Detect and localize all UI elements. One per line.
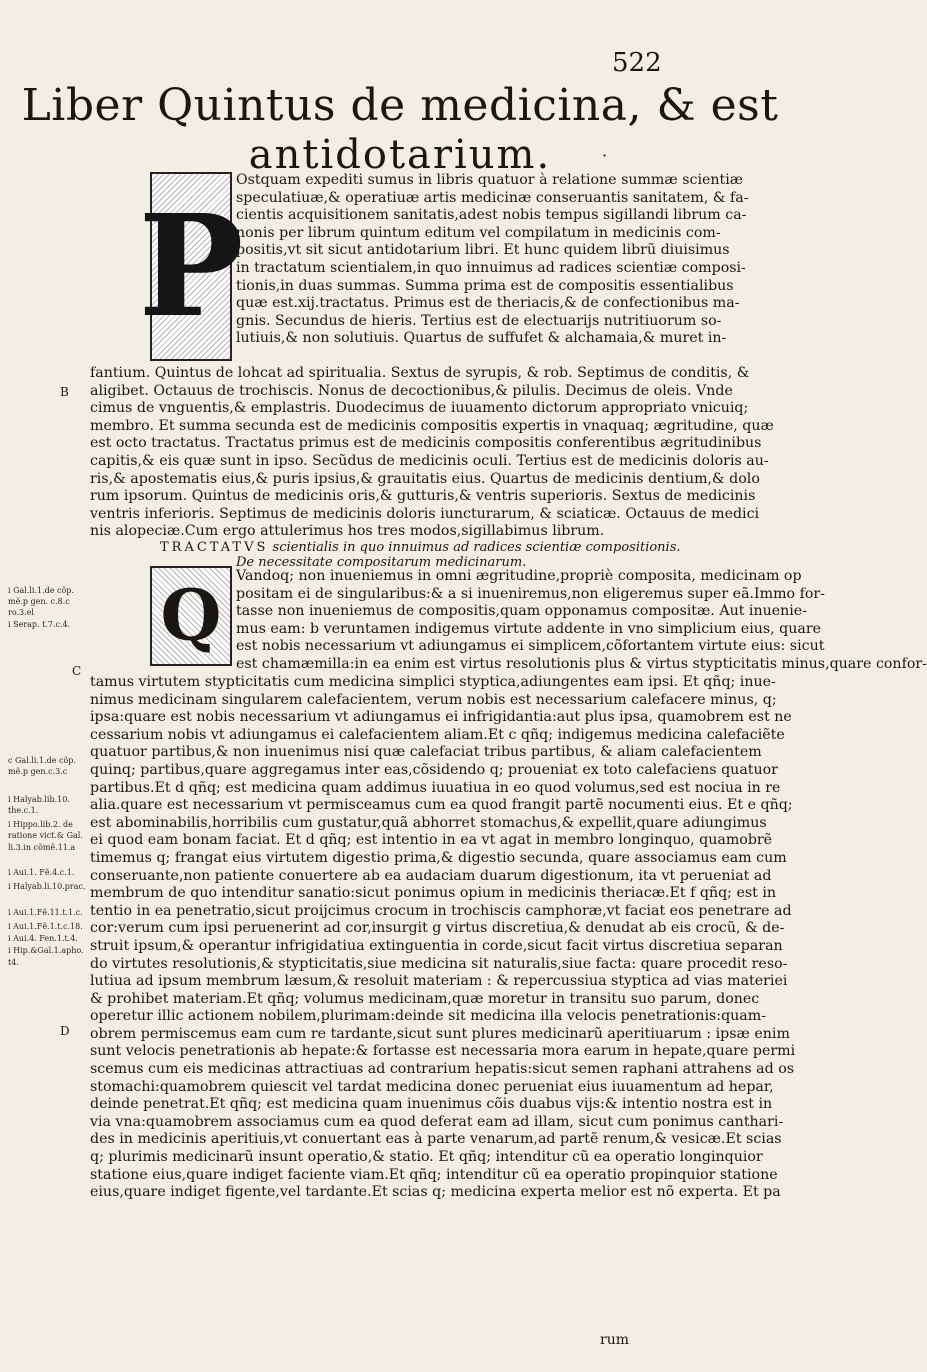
text-line: sunt velocis penetrationis ab hepate:& fortasse est necessaria mora earum in hepate,quare permi [90, 1043, 796, 1060]
initial-letter: Q [160, 574, 222, 657]
margin-note: ro.3.el [8, 608, 34, 617]
text-line: nonis per librum quintum editum vel compilatum in medicinis com- [236, 224, 721, 241]
text-line: tentio in ea penetratio,sicut proijcimus crocum in trochiscis camphoræ,vt faciat eos penetrare ad [90, 902, 792, 919]
text-line: tamus virtutem stypticitatis cum medicina simplici styptica,adiungentes eam ipsi. Et qñq; inue- [90, 674, 776, 690]
text-line: conseruante,non patiente conuertere ab ea audaciam duarum digestionum, ita vt perueniat ad [90, 867, 772, 884]
text-line: rum ipsorum. Quintus de medicinis oris,& gutturis,& ventris superioris. Sextus de medicinis [90, 488, 756, 505]
folio-number: 522 [612, 48, 662, 78]
text-line: ipsa:quare est nobis necessarium vt adiungamus ei infrigidantia:aut plus ipsa, quamobrem est ne [90, 709, 792, 726]
text-line: cessarium nobis vt adiungamus ei calefacientem aliam.Et c qñq; indigemus medicina calefaciẽte [90, 726, 785, 743]
section-marker-c: C [72, 664, 82, 678]
text-line: positam ei de singularibus:& a si inueniremus,non eligeremus super eã.Immo for- [236, 585, 825, 602]
text-line: nimus medicinam singularem calefacientem, verum nobis est necessarium calefacere minus, q; [90, 691, 777, 708]
margin-note: c Gal.li.1.de cõp. [8, 756, 76, 765]
margin-note: i Aui.1.Fẽ.11.t.1.c. [8, 908, 83, 917]
section-marker-d: D [60, 1024, 70, 1038]
text-line: ei quod eam bonam faciat. Et d qñq; est intentio in ea vt agat in membro longinquo, quamobrẽ [90, 832, 773, 849]
text-line: tasse non inueniemus de compositis,quam opponamus compositæ. Aut inuenie- [236, 603, 807, 620]
text-line: partibus.Et d qñq; est medicina quam addimus iuuatiua in eo quod volumus,sed est nociua in re [90, 779, 781, 796]
text-line: gnis. Secundus de hieris. Tertius est de electuarijs nutritiuorum so- [236, 312, 722, 329]
text-line: alia.quare est necessarium vt permisceamus cum ea quod frangit partẽ nocumenti eius. Et e qñq; [90, 797, 793, 814]
section-marker-b: B [60, 385, 69, 399]
text-line: tionis,in duas summas. Summa prima est de compositis essentialibus [236, 277, 734, 294]
text-line: & prohibet materiam.Et qñq; volumus medicinam,quæ moretur in transitu suo parum, donec [90, 990, 760, 1007]
text-line: est abominabilis,horribilis cum gustatur,quã abhorret stomachus,& expellit,quare adiungimus [90, 814, 767, 831]
text-line: obrem permiscemus eam cum re tardante,sicut sunt plures medicinarũ aperitiuarum : ipsæ enim [90, 1025, 790, 1042]
text-line: statione eius,quare indiget faciente viam.Et qñq; intenditur cũ ea operatio propinquior statione [90, 1166, 778, 1183]
margin-note: i Serap. t.7.c.4. [8, 620, 71, 629]
text-line: ventris inferioris. Septimus de medicinis doloris iuncturarum, & sciaticæ. Octauus de medici [90, 505, 760, 522]
margin-note: i Hippo.lib.2. de [8, 820, 73, 829]
text-line: quatuor partibus,& non inuenimus nisi quæ calefaciat tribus partibus, & aliam calefacientem [90, 744, 762, 761]
text-line: deinde penetrat.Et qñq; est medicina quam inuenimus cõis duabus vijs:& intentio nostra est in [90, 1096, 773, 1113]
text-line: stomachi:quamobrem quiescit vel tardat medicina donec perueniat eius iuuamentum ad hepar, [90, 1078, 774, 1095]
text-line: membrum de quo intenditur sanatio:sicut ponimus opium in medicinis theriacæ.Et f qñq; est in [90, 885, 777, 902]
chapter-opening [236, 568, 927, 674]
text-line: mus eam: b veruntamen indigemus virtute addente in vno simplicium eius, quare [236, 620, 822, 637]
text-line: est octo tractatus. Tractatus primus est de medicinis compositis conferentibus ægritudinibus [90, 435, 762, 452]
tractatus-heading [160, 540, 681, 555]
initial-letter: P [138, 184, 244, 349]
decorated-initial-q [150, 566, 232, 666]
margin-note: i Gal.li.1.de cõp. [8, 586, 75, 595]
margin-note: t4. [8, 958, 19, 967]
text-line: in tractatum scientialem,in quo innuimus ad radices scientiæ composi- [236, 259, 746, 276]
text-line: operetur illic actionem nobilem,plurimam:deinde sit medicina illa velocis penetrationis:quam- [90, 1008, 766, 1025]
text-line: est chamæmilla:in ea enim est virtus resolutionis plus & virtus stypticitatis minus,quare confor- [236, 655, 927, 672]
text-line: fantium. Quintus de lohcat ad spiritualia. Sextus de syrupis, & rob. Septimus de conditis, & [90, 365, 750, 381]
text-line: est nobis necessarium vt adiungamus ei simplicem,cõfortantem virtute eius: sicut [236, 638, 825, 655]
opening-paragraph [236, 172, 749, 348]
text-line: quinq; partibus,quare aggregamus inter eas,cõsidendo q; proueniat ex toto calefaciens quatuor [90, 761, 778, 778]
text-line: ris,& apostematis eius,& puris ipsius,& grauitatis eius. Quartus de medicinis dentium,& dolo [90, 470, 760, 487]
margin-note: i Aui.1.Fẽ.1.t.c.18. [8, 922, 83, 931]
margin-note: i Aui.1. Fẽ.4.c.1. [8, 868, 75, 877]
text-line: capitis,& eis quæ sunt in ipso. Secũdus de medicinis oculi. Tertius est de medicinis doloris au- [90, 452, 769, 469]
margin-note: mẽ.p gen. c.8.c [8, 597, 70, 606]
text-line: Ostquam expediti sumus in libris quatuor à relatione summæ scientiæ [236, 172, 744, 188]
ornament-dot: · [602, 146, 608, 165]
margin-note: i Halyab.li.10.prac. [8, 882, 86, 891]
chapter-heading: De necessitate compositarum medicinarum. [236, 555, 527, 570]
margin-note: li.3.in cõmẽ.11.a [8, 843, 76, 852]
margin-note: i Halyab.lib.10. [8, 795, 70, 804]
text-line: cimus de vnguentis,& emplastris. Duodecimus de iuuamento dictorum appropriato vnicuiq; [90, 400, 749, 417]
text-line: via vna:quamobrem associamus cum ea quod deferat eam ad illam, sicut cum ponimus canthari- [90, 1113, 784, 1130]
tractatus-label: TRACTATVS [160, 540, 269, 555]
text-line: struit ipsum,& operantur infrigidatiua extinguentia in corde,sicut facit virtus discretiua separan [90, 937, 783, 954]
text-line: quæ est.xij.tractatus. Primus est de theriacis,& de confectionibus ma- [236, 295, 740, 312]
text-line: q; plurimis medicinarũ insunt operatio,& statio. Et qñq; intenditur cũ ea operatio longinquior [90, 1149, 763, 1166]
catchword: rum [600, 1332, 629, 1348]
tractatus-subtitle: scientialis in quo innuimus ad radices scientiæ compositionis. [272, 540, 681, 555]
text-line: cor:verum cum ipsi peruenerint ad cor,insurgit g virtus discretiua,& denudat ab eis crocũ, & de- [90, 920, 785, 937]
text-line: scemus cum eis medicinas attractiuas ad contrarium hepatis:sicut semen raphani attrahens ad os [90, 1061, 795, 1078]
text-line: nis alopeciæ.Cum ergo attulerimus hos tres modos,sigillabimus librum. [90, 523, 605, 540]
book-title: Liber Quintus de medicina, & est [21, 80, 779, 131]
margin-note: the.c.1. [8, 806, 39, 815]
chapter-body [90, 674, 796, 1202]
margin-note: ratione vict.& Gal. [8, 831, 83, 840]
text-line: Vandoq; non inueniemus in omni ægritudine,propriè composita, medicinam op [236, 568, 802, 584]
book-title-continued: antidotarium. [248, 132, 552, 178]
text-line: lutiuis,& non solutiuis. Quartus de suffufet & alchamaia,& muret in- [236, 330, 727, 347]
text-line: cientis acquisitionem sanitatis,adest nobis tempus sigillandi librum ca- [236, 207, 747, 224]
margin-note: mẽ.p gen.c.3.c [8, 767, 68, 776]
text-line: lutiua ad ipsum membrum læsum,& resoluit materiam : & repercussiua styptica ad vias materiei [90, 973, 788, 990]
text-line: do virtutes resolutionis,& stypticitatis,siue medicina sit naturalis,siue facta: quare procedit reso- [90, 955, 788, 972]
text-line: timemus q; frangat eius virtutem digestio prima,& digestio secunda, quare associamus eam cum [90, 849, 787, 866]
text-line: speculatiuæ,& operatiuæ artis medicinæ conseruantis sanitatem, & fa- [236, 189, 749, 206]
text-line: membro. Et summa secunda est de medicinis compositis expertis in vnaquaq; ægritudine, quæ [90, 417, 774, 434]
contents-paragraph [90, 365, 774, 541]
decorated-initial-p [138, 172, 244, 361]
text-line: des in medicinis aperitiuis,vt conuertant eas à parte venarum,ad partẽ renum,& vesicæ.Et scias [90, 1131, 782, 1148]
margin-note: i Hip.&Gal.1.apho. [8, 946, 84, 955]
text-line: eius,quare indiget figente,vel tardante.Et scias q; medicina experta melior est nõ experta. Et pa [90, 1184, 781, 1201]
text-line: aligibet. Octauus de trochiscis. Nonus de decoctionibus,& pilulis. Decimus de oleis. Vnde [90, 382, 733, 399]
text-line: positis,vt sit sicut antidotarium libri. Et hunc quidem librũ diuisimus [236, 242, 730, 259]
margin-note: i Aui.4. Fen.1.t.4. [8, 934, 78, 943]
